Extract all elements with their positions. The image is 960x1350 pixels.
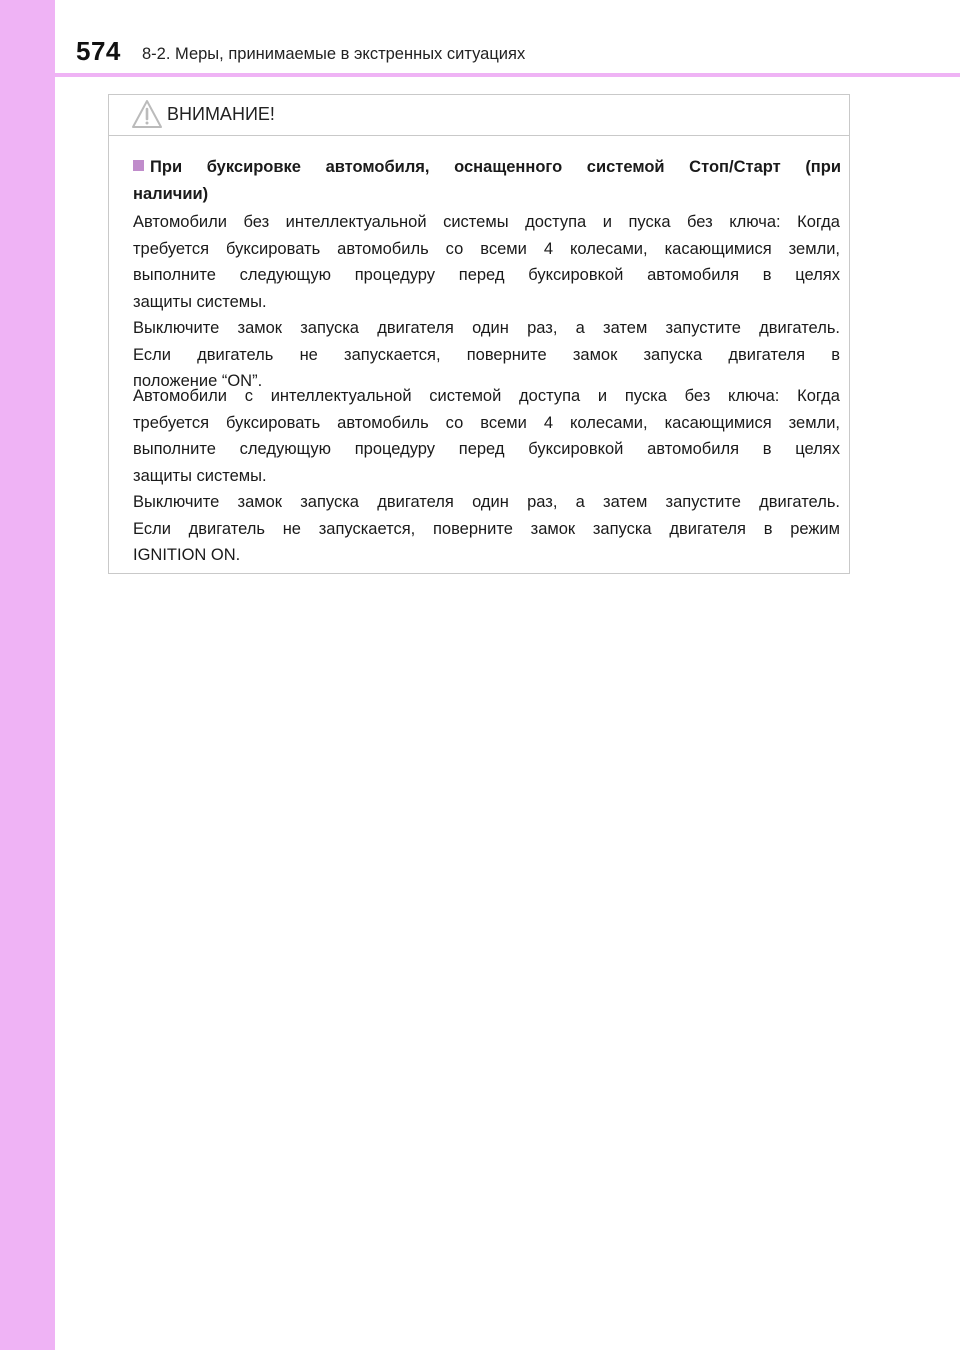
paragraph-line: Автомобили с интеллектуальной системой доступа и пуска без ключа: Когда [133, 387, 840, 405]
paragraph-line: Автомобили без интеллектуальной системы доступа и пуска без ключа: Когда [133, 213, 840, 231]
header-divider [55, 73, 960, 77]
square-bullet-icon [133, 160, 144, 171]
subheading-text-line1: При буксировке автомобиля, оснащенного системой Стоп/Старт (при [150, 158, 841, 176]
subheading-text-line2: наличии) [133, 185, 209, 203]
paragraph-line: IGNITION ON. [133, 546, 241, 564]
paragraph-line: Выключите замок запуска двигателя один раз, а затем запустите двигатель. [133, 319, 840, 337]
warning-header [109, 95, 849, 136]
paragraph-line: требуется буксировать автомобиль со всеми 4 колесами, касающимися земли, [133, 413, 840, 432]
paragraph-line: защиты системы. [133, 292, 267, 311]
warning-label: ВНИМАНИЕ! [167, 104, 275, 124]
paragraph-no-smart-key [133, 209, 840, 395]
warning-subheading [133, 154, 841, 181]
paragraph-line: выполните следующую процедуру перед буксировкой автомобиля в целях [133, 266, 840, 284]
paragraph-line: положение “ON”. [133, 372, 263, 390]
section-title: 8-2. Меры, принимаемые в экстренных ситуациях [142, 45, 526, 63]
paragraph-line: Если двигатель не запускается, поверните замок запуска двигателя в [133, 345, 840, 364]
warning-triangle-icon [131, 99, 163, 129]
paragraph-line: защиты системы. [133, 466, 267, 485]
chapter-color-band [0, 0, 55, 1350]
paragraph-line: Если двигатель не запускается, поверните замок запуска двигателя в режим [133, 519, 840, 538]
warning-box [108, 94, 850, 574]
paragraph-line: Выключите замок запуска двигателя один раз, а затем запустите двигатель. [133, 493, 840, 511]
paragraph-line: требуется буксировать автомобиль со всеми 4 колесами, касающимися земли, [133, 239, 840, 258]
paragraph-line: выполните следующую процедуру перед буксировкой автомобиля в целях [133, 440, 840, 458]
paragraph-smart-key [133, 383, 840, 569]
page-number: 574 [76, 36, 121, 66]
